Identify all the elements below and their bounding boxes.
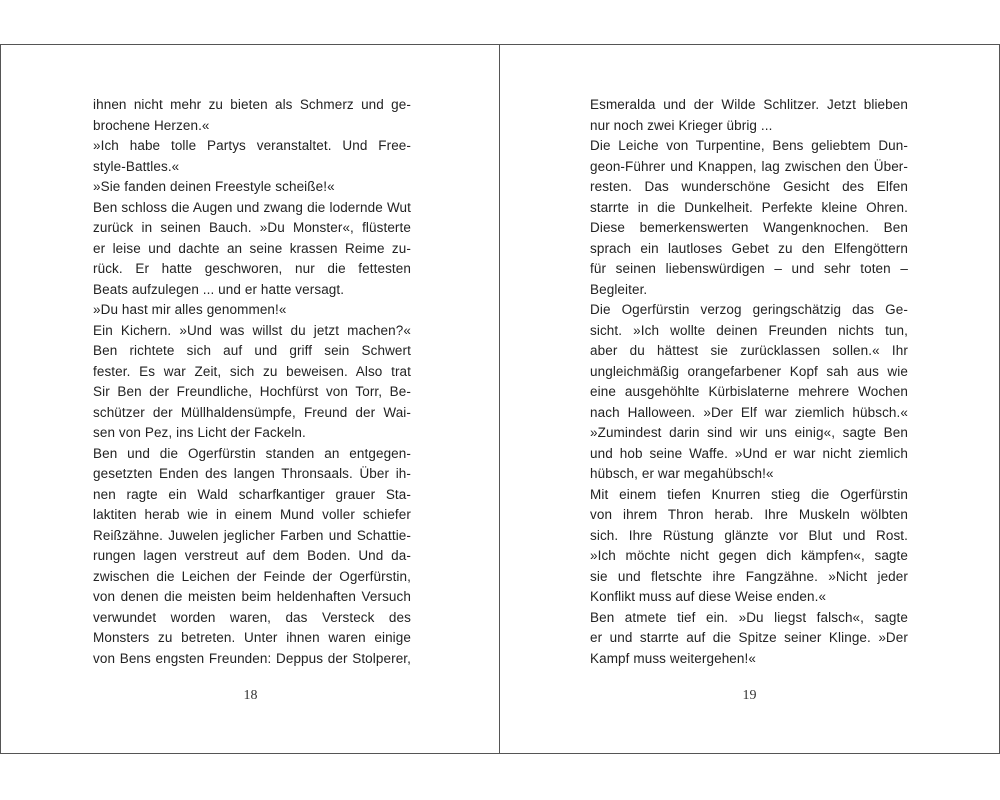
text-line: zurück in seinen Bauch. »Du Monster«, flüsterte (93, 220, 411, 235)
text-line: »Sie fanden deinen Freestyle scheiße!« (93, 179, 335, 194)
text-line: gesetzten Enden des langen Thronsaals. Über ih- (93, 466, 411, 481)
left-page (0, 45, 500, 753)
text-line: Beats aufzulegen ... und er hatte versagt. (93, 281, 345, 297)
text-line: Kampf muss weitergehen!« (590, 650, 756, 666)
text-line: Ben atmete tief ein. »Du liegst falsch«, sagte (590, 609, 908, 625)
text-line: ihnen nicht mehr zu bieten als Schmerz und ge- (93, 97, 411, 112)
left-page-text (93, 95, 411, 669)
text-line: Sir Ben der Freundliche, Hochfürst von Torr, Be- (93, 384, 411, 399)
text-line: hübsch, er war megahübsch!« (590, 466, 774, 481)
text-line: starrte in die Dunkelheit. Perfekte kleine Ohren. (590, 199, 908, 215)
text-line: rungen lagen verstreut auf dem Boden. Und da- (93, 548, 411, 563)
text-line: nen ragte ein Wald scharfkantiger grauer Sta- (93, 486, 411, 502)
text-line: »Zumindest darin sind wir uns einig«, sagte Ben (590, 425, 908, 440)
text-line: aber du hättest sie zurücklassen sollen.« Ihr (590, 343, 908, 358)
right-page (500, 45, 1000, 753)
text-line: »Ich möchte nicht gegen dich kämpfen«, sagte (590, 548, 908, 563)
text-line: rück. Er hatte geschworen, nur die fettesten (93, 261, 411, 276)
text-line: Konflikt muss auf diese Weise enden.« (590, 589, 827, 604)
text-line: Die Ogerfürstin verzog geringschätzig das Ge- (590, 302, 908, 317)
text-line: Die Leiche von Turpentine, Bens geliebtem Dun- (590, 138, 908, 153)
text-line: sich. Ihre Rüstung glänzte vor Blut und Rost. (590, 527, 908, 543)
text-line: nach Halloween. »Der Elf war ziemlich hübsch.« (590, 404, 908, 420)
text-line: von denen die meisten beim heldenhaften Versuch (93, 589, 411, 604)
text-line: von ihrem Thron herab. Ihre Muskeln wölbten (590, 507, 908, 522)
text-line: Diese bemerkenswerten Wangenknochen. Ben (590, 220, 908, 235)
page-number: 19 (742, 688, 757, 703)
text-line: geon-Führer und Knappen, lag zwischen den Über- (590, 158, 908, 174)
text-line: zwischen die Leichen der Feinde der Ogerfürstin, (93, 568, 411, 584)
text-line: fester. Es war Zeit, sich zu beweisen. Also trat (93, 363, 411, 379)
text-line: sicht. »Ich wollte deinen Freunden nichts tun, (590, 322, 908, 338)
text-line: Reißzähne. Juwelen jeglicher Farben und Schattie- (93, 527, 411, 543)
text-line: und hob seine Waffe. »Und er war nicht ziemlich (590, 445, 908, 461)
text-line: Mit einem tiefen Knurren stieg die Ogerfürstin (590, 486, 908, 502)
text-line: Begleiter. (590, 281, 648, 297)
text-line: »Du hast mir alles genommen!« (93, 302, 287, 317)
text-line: sprach ein lautloses Gebet zu den Elfengöttern (590, 240, 908, 256)
text-line: schützer der Müllhaldensümpfe, Freund der Wai- (93, 404, 411, 420)
text-line: Ben richtete sich auf und griff sein Schwert (93, 343, 411, 358)
right-page-text (590, 95, 908, 669)
text-line: sie und fletschte ihre Fangzähne. »Nicht jeder (590, 568, 908, 584)
text-line: Ben und die Ogerfürstin standen an entgegen- (93, 445, 411, 461)
book-spread (0, 44, 1000, 754)
text-line: nur noch zwei Krieger übrig ... (590, 117, 773, 133)
text-line: resten. Das wunderschöne Gesicht des Elfen (590, 179, 908, 194)
text-line: eine ausgehöhlte Kürbislaterne mehrere Wochen (590, 384, 908, 399)
text-line: laktiten herab wie in einem Mund voller schiefer (93, 507, 411, 522)
text-line: ungleichmäßig orangefarbener Kopf sah aus wie (590, 363, 908, 379)
text-line: Monsters zu betreten. Unter ihnen waren einige (93, 630, 411, 645)
text-line: von Bens engsten Freunden: Deppus der Stolperer, (93, 650, 411, 666)
text-line: verwundet worden waren, das Versteck des (93, 609, 411, 625)
text-line: er leise und dachte an seine krassen Reime zu- (93, 240, 411, 256)
text-line: Ein Kichern. »Und was willst du jetzt machen?« (93, 322, 411, 338)
text-line: brochene Herzen.« (93, 117, 210, 133)
text-line: für seinen liebenswürdigen – und sehr toten – (590, 261, 908, 276)
page-number: 18 (243, 688, 258, 703)
text-line: sen von Pez, ins Licht der Fackeln. (93, 425, 306, 440)
text-line: Esmeralda und der Wilde Schlitzer. Jetzt blieben (590, 97, 908, 112)
text-line: Ben schloss die Augen und zwang die lodernde Wut (93, 199, 411, 215)
text-line: style-Battles.« (93, 158, 180, 174)
text-line: »Ich habe tolle Partys veranstaltet. Und Free- (93, 138, 411, 153)
text-line: er und starrte auf die Spitze seiner Klinge. »Der (590, 630, 908, 645)
